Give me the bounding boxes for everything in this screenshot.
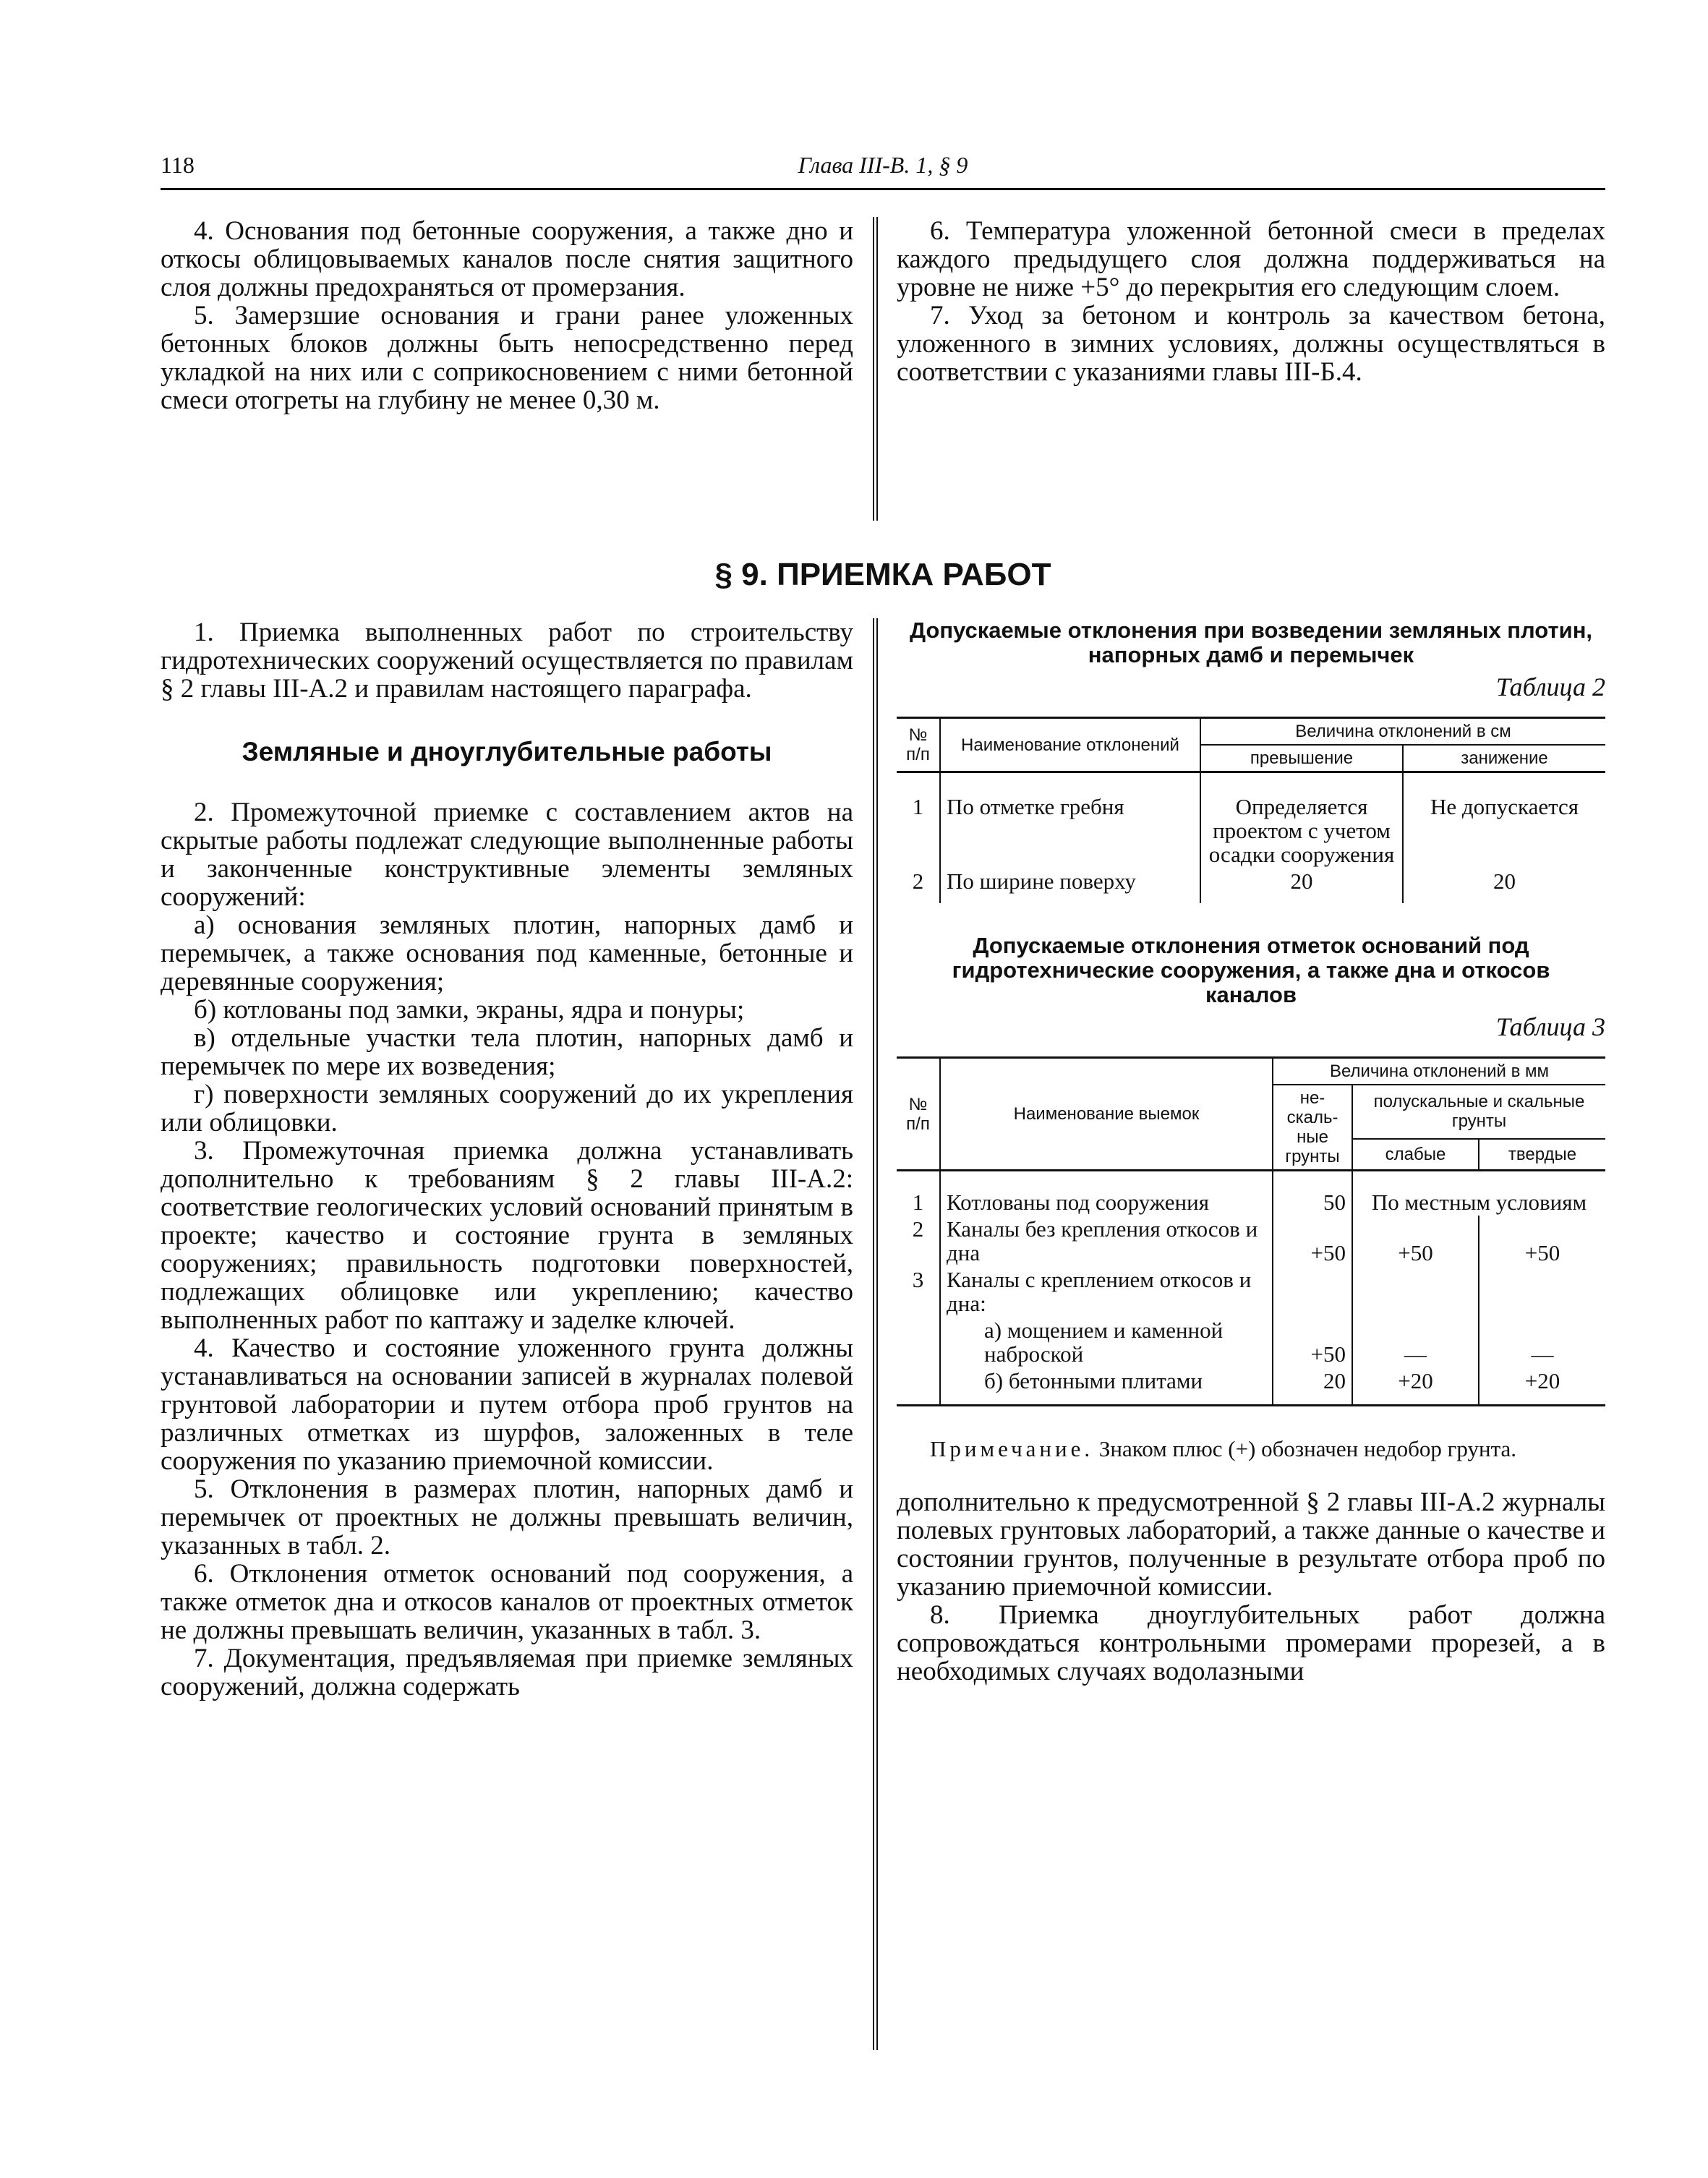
table-row — [897, 1266, 1605, 1317]
running-title: Глава III-В. 1, § 9 — [798, 152, 968, 178]
table-row — [897, 1317, 1605, 1367]
top-right-column — [897, 217, 1605, 386]
table3-r1-no: 1 — [912, 1190, 924, 1215]
table3-r3b-nonrock: 20 — [1273, 1367, 1352, 1404]
table2-r2-no: 2 — [912, 868, 924, 894]
table3-r1-name: Котлованы под сооружения — [940, 1171, 1273, 1216]
table2-r1-name: По отметке гребня — [940, 772, 1200, 868]
paragraph-2: 2. Промежуточной приемке с составлением актов на скрытые работы подлежат следующие выполненные работы и законченные конструктивные элементы земляных сооружений: — [161, 798, 853, 912]
right-column — [897, 618, 1605, 1686]
page-number: 118 — [161, 152, 195, 178]
table3-r3a-weak: — — [1352, 1317, 1479, 1367]
page-header — [161, 152, 1605, 181]
table3-header-hard: твердые — [1479, 1139, 1605, 1171]
list-item-g: г) поверхности земляных сооружений до их укрепления или облицовки. — [161, 1080, 853, 1137]
table3-r3-name: Каналы с креплением откосов и дна: — [940, 1266, 1273, 1317]
table3-r2-hard: +50 — [1479, 1216, 1605, 1266]
paragraph-6-concrete: 6. Температура уложенной бетонной смеси в пределах каждого предыдущего слоя должна поддерживаться на уровне не ниже +5° до перекрытия его следующим слоем. — [897, 216, 1605, 302]
table2-r2-under: 20 — [1403, 868, 1605, 903]
main-column-divider — [873, 618, 878, 2050]
table2-r2-name: По ширине поверху — [940, 868, 1200, 903]
table2-header-over: превышение — [1200, 745, 1403, 772]
table3-header-name: Наименование выемок — [940, 1058, 1273, 1171]
table3-r3b-hard: +20 — [1479, 1367, 1605, 1404]
table3-r3b-name: б) бетонными плитами — [940, 1367, 1273, 1404]
paragraph-7: 7. Документация, предъявляемая при приемке земляных сооружений, должна содержать — [161, 1644, 853, 1701]
table3 — [897, 1056, 1605, 1404]
paragraph-5: 5. Отклонения в размерах плотин, напорных дамб и перемычек от проектных не должны превышать величин, указанных в табл. 2. — [161, 1474, 853, 1560]
left-column — [161, 618, 853, 1701]
paragraph-4-concrete: 4. Основания под бетонные сооружения, а также дно и откосы облицовываемых каналов после снятия защитного слоя должны предохраняться от промерзания. — [161, 216, 853, 302]
table3-header-group: Величина отклонений в мм — [1273, 1058, 1605, 1085]
subheading-earthworks: Земляные и дноуглубительные работы — [242, 737, 772, 766]
table3-r2-weak: +50 — [1352, 1216, 1479, 1266]
table3-r3a-nonrock: +50 — [1273, 1317, 1352, 1367]
table3-r1-nonrock: 50 — [1273, 1171, 1352, 1216]
list-item-b: б) котлованы под замки, экраны, ядра и понуры; — [194, 995, 745, 1025]
section-title: § 9. ПРИЕМКА РАБОТ — [714, 557, 1051, 592]
paragraph-6: 6. Отклонения отметок оснований под сооружения, а также отметок дна и откосов каналов от проектных отметок не должны превышать величин, указанных в табл. 3. — [161, 1559, 853, 1645]
top-left-column — [161, 217, 853, 414]
table3-header-nonrock: не-скаль-ные грунты — [1273, 1085, 1352, 1171]
note-label: Примечание. — [930, 1436, 1094, 1461]
table2-header-group: Величина отклонений в см — [1200, 718, 1605, 746]
table2-r1-under: Не допускается — [1403, 772, 1605, 868]
table3-title: Допускаемые отклонения отметок оснований под гидротехнические сооружения, а также дна и откосов каналов — [952, 933, 1550, 1007]
paragraph-7-continued: дополнительно к предусмотренной § 2 главы III-А.2 журналы полевых грунтовых лабораторий, а также данные о качестве и состоянии грунтов, полученные в результате отбора проб по указанию приемочной комиссии. — [897, 1487, 1605, 1602]
paragraph-4: 4. Качество и состояние уложенного грунта должны устанавливаться на основании записей в журналах полевой грунтовой лаборатории и путем отбора проб грунтов на различных отметках из шурфов, заложенных в теле сооружения по указанию приемочной комиссии. — [161, 1333, 853, 1476]
table2-header-under: занижение — [1403, 745, 1605, 772]
table-row — [897, 1367, 1605, 1404]
table3-bottom-rule — [897, 1404, 1605, 1406]
table3-header-weak: слабые — [1352, 1139, 1479, 1171]
table3-header-no: № п/п — [897, 1058, 940, 1171]
table2-label: Таблица 2 — [1495, 672, 1605, 701]
top-column-divider — [873, 217, 878, 521]
paragraph-7-concrete: 7. Уход за бетоном и контроль за качеством бетона, уложенного в зимних условиях, должны осуществляться в соответствии с указаниями главы III-Б.4. — [897, 301, 1605, 387]
table-row — [897, 772, 1605, 868]
paragraph-8: 8. Приемка дноуглубительных работ должна сопровождаться контрольными промерами прорезей, а в необходимых случаях водолазными — [897, 1600, 1605, 1686]
table2-title: Допускаемые отклонения при возведении земляных плотин, напорных дамб и перемычек — [909, 618, 1593, 667]
table2-header-name: Наименование отклонений — [940, 718, 1200, 772]
list-item-v: в) отдельные участки тела плотин, напорных дамб и перемычек по мере их возведения; — [161, 1023, 853, 1081]
table3-label: Таблица 3 — [1495, 1012, 1605, 1041]
table3-r3a-hard: — — [1479, 1317, 1605, 1367]
table3-note — [897, 1437, 1605, 1461]
table3-r3a-name: а) мощением и каменной наброской — [940, 1317, 1273, 1367]
paragraph-3: 3. Промежуточная приемка должна устанавливать дополнительно к требованиям § 2 главы III-А.2: соответствие геологических условий оснований принятым в проекте; качество и состояние грунта в земляных сооружениях; правильность подготовки поверхностей, подлежащих облицовке или укреплению; качество выполненных работ по каптажу и заделке ключей. — [161, 1136, 853, 1335]
table2-r2-over: 20 — [1200, 868, 1403, 903]
table2-header-no: № п/п — [897, 718, 940, 772]
header-rule — [161, 188, 1605, 190]
table3-r3b-weak: +20 — [1352, 1367, 1479, 1404]
paragraph-5-concrete: 5. Замерзшие основания и грани ранее уложенных бетонных блоков должны быть непосредственно перед укладкой на них или с соприкосновением с ними бетонной смеси отогреты на глубину не менее 0,30 м. — [161, 301, 853, 415]
paragraph-1: 1. Приемка выполненных работ по строительству гидротехнических сооружений осуществляется по правилам § 2 главы III-А.2 и правилам настоящего параграфа. — [161, 618, 853, 704]
list-item-a: а) основания земляных плотин, напорных дамб и перемычек, а также основания под каменные, бетонные и деревянные сооружения; — [161, 910, 853, 996]
table3-r2-nonrock: +50 — [1273, 1216, 1352, 1266]
table3-r3-no: 3 — [912, 1267, 924, 1292]
table-row — [897, 868, 1605, 903]
table3-r2-no: 2 — [912, 1216, 924, 1242]
table-row — [897, 1171, 1605, 1216]
table3-header-semirock: полускальные и скальные грунты — [1352, 1085, 1605, 1139]
table2-r1-no: 1 — [912, 794, 924, 819]
table-row — [897, 1216, 1605, 1266]
table3-r1-semirock: По местным условиям — [1352, 1171, 1605, 1216]
table2 — [897, 717, 1605, 903]
table3-r2-name: Каналы без крепления откосов и дна — [940, 1216, 1273, 1266]
table2-r1-over: Определяется проектом с учетом осадки сооружения — [1200, 772, 1403, 868]
note-text: Знаком плюс (+) обозначен недобор грунта. — [1098, 1436, 1517, 1461]
